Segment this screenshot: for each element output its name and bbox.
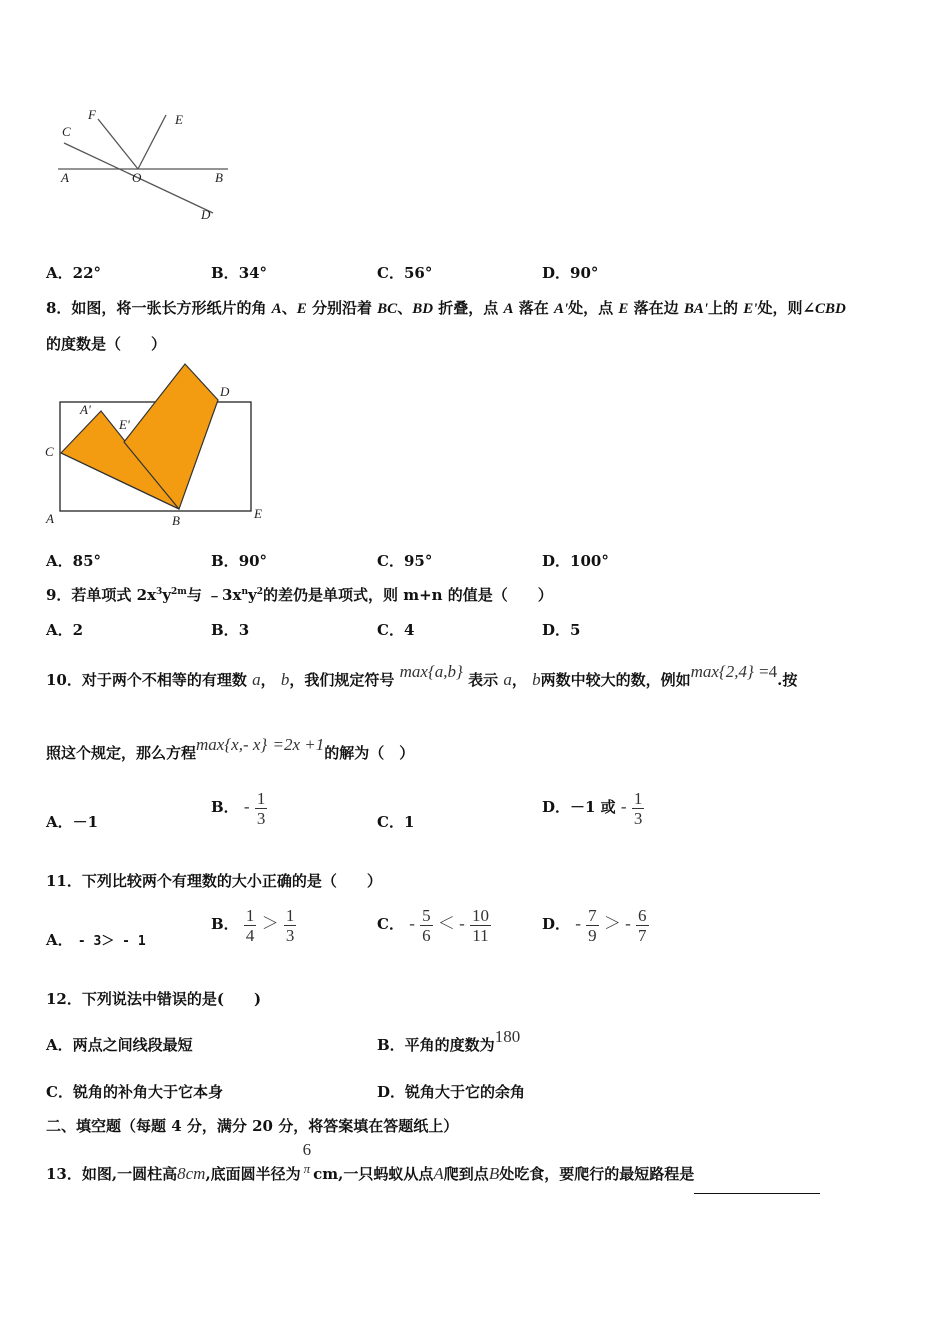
q13-stem: 13．如图,一圆柱高8cm,底面圆半径为 6 π cm,一只蚂蚁从点A爬到点B处吃食，要爬行的最短路程是 — [46, 1140, 820, 1194]
label-E: E — [254, 506, 262, 521]
label-C: C — [62, 124, 71, 139]
q7-option-b[interactable]: B．34° — [211, 264, 268, 282]
fraction: $\frac{1}{3}$ — [256, 788, 266, 828]
label-A-prime: A' — [80, 402, 91, 417]
answer-blank[interactable] — [694, 1179, 820, 1194]
q11-option-a[interactable]: A． - 3＞ - 1 — [46, 931, 146, 949]
q12-stem: 12．下列说法中错误的是( ) — [46, 990, 262, 1008]
label-A: A — [61, 170, 69, 185]
q8-option-a[interactable]: A．85° — [46, 552, 102, 570]
q8-option-c[interactable]: C．95° — [377, 552, 433, 570]
label-D: D — [201, 207, 211, 222]
q11-option-d[interactable]: D． - $\frac{7}{9}$ ＞ - $\frac{6}{7}$ — [542, 905, 647, 945]
q10-option-a[interactable]: A．－1 — [46, 813, 99, 831]
fraction: $\frac{1}{3}$ — [633, 788, 643, 828]
q10-option-c[interactable]: C．1 — [377, 813, 415, 831]
q9-option-b[interactable]: B．3 — [211, 621, 250, 639]
label-D: D — [220, 384, 230, 399]
q9-option-a[interactable]: A．2 — [46, 621, 84, 639]
q8-stem-line2: 的度数是（ ） — [46, 335, 167, 353]
q8-fold-figure — [40, 358, 270, 530]
q11-option-b[interactable]: B． $\frac{1}{4}$ ＞ $\frac{1}{3}$ — [211, 905, 295, 945]
ray-OE — [138, 115, 166, 169]
q12-option-b[interactable]: B．平角的度数为180 — [377, 1027, 521, 1054]
label-E: E — [175, 112, 183, 127]
q7-angle-figure — [50, 105, 240, 230]
q10-option-b[interactable]: B． - $\frac{1}{3}$ — [211, 788, 266, 828]
q12-option-c[interactable]: C．锐角的补角大于它本身 — [46, 1083, 223, 1101]
label-O: O — [132, 170, 142, 185]
label-B: B — [215, 170, 223, 185]
q8-stem-line1: 8．如图，将一张长方形纸片的角 A、E 分别沿着 BC、BD 折叠，点 A 落在 A'处，点 E 落在边 BA'上的 E'处，则∠CBD — [46, 299, 846, 317]
q10-option-d[interactable]: D．－1 或 - $\frac{1}{3}$ — [542, 788, 643, 828]
q10-stem-line1: 10．对于两个不相等的有理数 a， b，我们规定符号 max{a,b} 表示 a， b两数中较大的数，例如max{2,4} =4.按 — [46, 662, 798, 689]
q8-option-b[interactable]: B．90° — [211, 552, 268, 570]
q11-stem: 11．下列比较两个有理数的大小正确的是（ ） — [46, 872, 382, 890]
label-B: B — [172, 513, 180, 528]
q8-option-d[interactable]: D．100° — [542, 552, 609, 570]
q9-option-c[interactable]: C．4 — [377, 621, 415, 639]
q7-option-a[interactable]: A．22° — [46, 264, 102, 282]
q12-option-d[interactable]: D．锐角大于它的余角 — [377, 1083, 526, 1101]
label-C: C — [45, 444, 54, 459]
q9-option-d[interactable]: D．5 — [542, 621, 581, 639]
section-heading-fill-in: 二、填空题（每题 4 分，满分 20 分，将答案填在答题纸上） — [46, 1117, 459, 1135]
label-F: F — [88, 107, 96, 122]
q7-option-d[interactable]: D．90° — [542, 264, 599, 282]
q11-option-c[interactable]: C． - $\frac{5}{6}$ ＜ - $\frac{10}{11}$ — [377, 905, 489, 945]
q9-stem: 9．若单项式 $2x^3y^{2m}$与 $﹣3x^ny^2$的差仍是单项式，则 m+n 的值是（ ） — [46, 586, 553, 604]
q7-option-c[interactable]: C．56° — [377, 264, 433, 282]
label-E-prime: E' — [119, 417, 130, 432]
label-A: A — [46, 511, 54, 526]
q12-option-a[interactable]: A．两点之间线段最短 — [46, 1036, 193, 1054]
q10-stem-line2: 照这个规定，那么方程max{x,- x} =2x +1的解为（ ） — [46, 735, 415, 762]
